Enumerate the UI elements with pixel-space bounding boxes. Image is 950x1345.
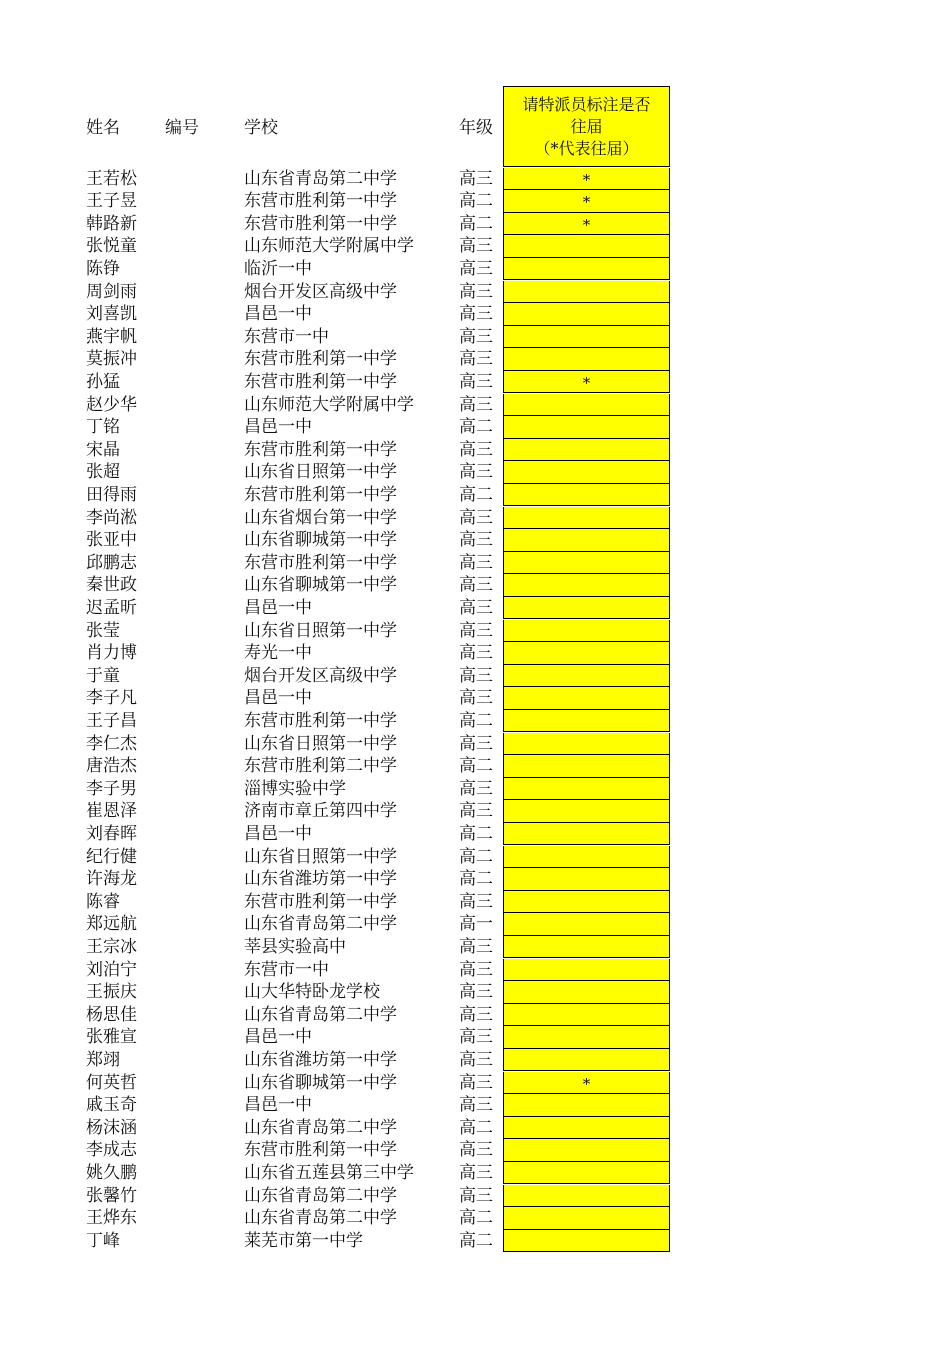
table-row (0, 416, 950, 439)
table-row (0, 213, 950, 236)
grade-level: 高三 (459, 688, 493, 709)
grade-level: 高三 (459, 304, 493, 325)
previous-year-mark-cell[interactable] (503, 913, 670, 936)
student-name: 李子凡 (86, 688, 137, 709)
student-name: 王若松 (86, 168, 137, 189)
school-name: 昌邑一中 (244, 1095, 312, 1116)
school-name: 烟台开发区高级中学 (244, 281, 397, 302)
student-name: 迟孟昕 (86, 597, 137, 618)
school-name: 烟台开发区高级中学 (244, 665, 397, 686)
grade-level: 高三 (459, 597, 493, 618)
student-name: 孙猛 (86, 371, 120, 392)
table-row (0, 936, 950, 959)
table-row (0, 348, 950, 371)
student-name: 纪行健 (86, 846, 137, 867)
school-name: 东营市胜利第一中学 (244, 439, 397, 460)
student-name: 郑翊 (86, 1049, 120, 1070)
student-name: 张馨竹 (86, 1185, 137, 1206)
school-name: 东营市胜利第一中学 (244, 191, 397, 212)
previous-year-mark-cell[interactable] (503, 891, 670, 914)
table-row (0, 913, 950, 936)
previous-year-mark-cell[interactable] (503, 733, 670, 756)
table-row (0, 733, 950, 756)
grade-level: 高三 (459, 643, 493, 664)
student-name: 张超 (86, 462, 120, 483)
student-name: 张悦童 (86, 236, 137, 257)
grade-level: 高二 (459, 1230, 493, 1251)
student-name: 李尚淞 (86, 507, 137, 528)
grade-level: 高三 (459, 1049, 493, 1070)
previous-year-mark-cell[interactable] (503, 687, 670, 710)
previous-year-mark-cell[interactable] (503, 303, 670, 326)
previous-year-mark-cell[interactable] (503, 755, 670, 778)
previous-year-mark-cell[interactable] (503, 1162, 670, 1185)
school-name: 山东省青岛第二中学 (244, 1208, 397, 1229)
grade-level: 高三 (459, 236, 493, 257)
school-name: 昌邑一中 (244, 417, 312, 438)
grade-level: 高二 (459, 869, 493, 890)
table-row (0, 1207, 950, 1230)
grade-level: 高三 (459, 394, 493, 415)
student-name: 张莹 (86, 620, 120, 641)
school-name: 昌邑一中 (244, 823, 312, 844)
table-row (0, 1139, 950, 1162)
grade-level: 高二 (459, 191, 493, 212)
table-row (0, 891, 950, 914)
previous-year-mark-cell[interactable] (503, 1004, 670, 1027)
table-row (0, 303, 950, 326)
grade-level: 高三 (459, 507, 493, 528)
grade-level: 高三 (459, 1072, 493, 1093)
grade-level: 高三 (459, 665, 493, 686)
table-row (0, 1072, 950, 1095)
table-row (0, 1094, 950, 1117)
previous-year-mark-cell[interactable]: * (503, 371, 670, 394)
note-line-2: 往届 (570, 116, 603, 136)
student-name: 杨沫涵 (86, 1117, 137, 1138)
previous-year-mark-cell[interactable] (503, 529, 670, 552)
previous-year-mark-cell[interactable] (503, 461, 670, 484)
school-name: 山东省五莲县第三中学 (244, 1162, 414, 1183)
student-name: 许海龙 (86, 869, 137, 890)
table-row (0, 1162, 950, 1185)
school-name: 东营市一中 (244, 959, 329, 980)
student-name: 王子昱 (86, 191, 137, 212)
student-name: 王宗冰 (86, 936, 137, 957)
note-line-1: 请特派员标注是否 (522, 94, 651, 114)
student-name: 何英哲 (86, 1072, 137, 1093)
table-row (0, 981, 950, 1004)
previous-year-mark-cell[interactable] (503, 1230, 670, 1253)
previous-year-mark-cell[interactable] (503, 1117, 670, 1140)
grade-level: 高二 (459, 484, 493, 505)
grade-level: 高三 (459, 891, 493, 912)
school-name: 昌邑一中 (244, 597, 312, 618)
previous-year-mark-cell[interactable] (503, 1049, 670, 1072)
previous-year-mark-cell[interactable] (503, 552, 670, 575)
school-name: 山东省青岛第二中学 (244, 1185, 397, 1206)
grade-level: 高二 (459, 417, 493, 438)
school-name: 山东省聊城第一中学 (244, 1072, 397, 1093)
table-row (0, 868, 950, 891)
table-row (0, 823, 950, 846)
student-name: 赵少华 (86, 394, 137, 415)
school-name: 山大华特卧龙学校 (244, 982, 380, 1003)
student-name: 李子男 (86, 778, 137, 799)
student-name: 张亚中 (86, 530, 137, 551)
previous-year-mark-cell[interactable] (503, 416, 670, 439)
school-name: 山东省青岛第二中学 (244, 1004, 397, 1025)
grade-level: 高三 (459, 801, 493, 822)
previous-year-mark-cell[interactable] (503, 574, 670, 597)
header-school: 学校 (244, 118, 278, 138)
student-name: 莫振冲 (86, 349, 137, 370)
table-row (0, 597, 950, 620)
previous-year-mark-cell[interactable]: * (503, 190, 670, 213)
grade-level: 高三 (459, 936, 493, 957)
table-row (0, 710, 950, 733)
table-row (0, 529, 950, 552)
student-name: 肖力博 (86, 643, 137, 664)
school-name: 昌邑一中 (244, 304, 312, 325)
school-name: 东营市胜利第二中学 (244, 756, 397, 777)
previous-year-mark-cell[interactable] (503, 1207, 670, 1230)
grade-level: 高三 (459, 733, 493, 754)
previous-year-mark-cell[interactable] (503, 800, 670, 823)
table-row (0, 959, 950, 982)
previous-year-mark-cell[interactable] (503, 394, 670, 417)
table-row (0, 281, 950, 304)
previous-year-mark-cell[interactable]: * (503, 1072, 670, 1095)
table-row (0, 507, 950, 530)
student-name: 陈铮 (86, 258, 120, 279)
school-name: 东营市胜利第一中学 (244, 891, 397, 912)
header-previous-year-note (503, 86, 670, 167)
school-name: 寿光一中 (244, 643, 312, 664)
student-name: 邱鹏志 (86, 552, 137, 573)
grade-level: 高三 (459, 1162, 493, 1183)
previous-year-mark-cell[interactable] (503, 1139, 670, 1162)
previous-year-mark-cell[interactable]: * (503, 213, 670, 236)
school-name: 山东省潍坊第一中学 (244, 1049, 397, 1070)
grade-level: 高三 (459, 258, 493, 279)
previous-year-mark-cell[interactable] (503, 642, 670, 665)
table-row (0, 461, 950, 484)
student-name: 于童 (86, 665, 120, 686)
header-id: 编号 (165, 118, 199, 138)
table-row (0, 258, 950, 281)
grade-level: 高二 (459, 756, 493, 777)
grade-level: 高三 (459, 1185, 493, 1206)
school-name: 山东省聊城第一中学 (244, 530, 397, 551)
student-name: 唐浩杰 (86, 756, 137, 777)
school-name: 莱芜市第一中学 (244, 1230, 363, 1251)
grade-level: 高三 (459, 1027, 493, 1048)
school-name: 济南市章丘第四中学 (244, 801, 397, 822)
student-name: 宋晶 (86, 439, 120, 460)
grade-level: 高三 (459, 982, 493, 1003)
previous-year-mark-cell[interactable] (503, 258, 670, 281)
school-name: 山东师范大学附属中学 (244, 236, 414, 257)
school-name: 东营市一中 (244, 326, 329, 347)
grade-level: 高二 (459, 213, 493, 234)
student-name: 李成志 (86, 1140, 137, 1161)
grade-level: 高三 (459, 326, 493, 347)
grade-level: 高三 (459, 1095, 493, 1116)
school-name: 昌邑一中 (244, 688, 312, 709)
school-name: 东营市胜利第一中学 (244, 371, 397, 392)
grade-level: 高一 (459, 914, 493, 935)
grade-level: 高二 (459, 710, 493, 731)
table-row (0, 439, 950, 462)
student-name: 周剑雨 (86, 281, 137, 302)
student-name: 田得雨 (86, 484, 137, 505)
grade-level: 高二 (459, 1208, 493, 1229)
note-line-3: （*代表往届） (534, 138, 639, 158)
school-name: 东营市胜利第一中学 (244, 213, 397, 234)
previous-year-mark-cell[interactable] (503, 326, 670, 349)
school-name: 东营市胜利第一中学 (244, 1140, 397, 1161)
table-row (0, 1185, 950, 1208)
school-name: 淄博实验中学 (244, 778, 346, 799)
table-row (0, 642, 950, 665)
school-name: 临沂一中 (244, 258, 312, 279)
previous-year-mark-cell[interactable] (503, 868, 670, 891)
table-row (0, 778, 950, 801)
school-name: 山东省日照第一中学 (244, 846, 397, 867)
table-row (0, 574, 950, 597)
school-name: 山东省日照第一中学 (244, 733, 397, 754)
student-name: 秦世政 (86, 575, 137, 596)
table-row (0, 755, 950, 778)
school-name: 山东师范大学附属中学 (244, 394, 414, 415)
table-row (0, 665, 950, 688)
grade-level: 高二 (459, 823, 493, 844)
school-name: 山东省潍坊第一中学 (244, 869, 397, 890)
school-name: 山东省青岛第二中学 (244, 914, 397, 935)
school-name: 东营市胜利第一中学 (244, 710, 397, 731)
table-row (0, 168, 950, 191)
grade-level: 高三 (459, 281, 493, 302)
table-row (0, 1026, 950, 1049)
grade-level: 高三 (459, 462, 493, 483)
header-name: 姓名 (86, 118, 120, 138)
school-name: 昌邑一中 (244, 1027, 312, 1048)
previous-year-mark-cell[interactable] (503, 778, 670, 801)
student-name: 杨思佳 (86, 1004, 137, 1025)
grade-level: 高三 (459, 778, 493, 799)
student-name: 戚玉奇 (86, 1095, 137, 1116)
previous-year-mark-cell[interactable] (503, 823, 670, 846)
student-name: 王烨东 (86, 1208, 137, 1229)
student-name: 郑远航 (86, 914, 137, 935)
previous-year-mark-cell[interactable] (503, 710, 670, 733)
student-name: 燕宇帆 (86, 326, 137, 347)
grade-level: 高二 (459, 846, 493, 867)
previous-year-mark-cell[interactable] (503, 1026, 670, 1049)
previous-year-mark-cell[interactable] (503, 1094, 670, 1117)
table-row (0, 1230, 950, 1253)
school-name: 山东省聊城第一中学 (244, 575, 397, 596)
previous-year-mark-cell[interactable] (503, 484, 670, 507)
previous-year-mark-cell[interactable] (503, 936, 670, 959)
grade-level: 高三 (459, 1140, 493, 1161)
grade-level: 高三 (459, 620, 493, 641)
student-name: 丁峰 (86, 1230, 120, 1251)
grade-level: 高三 (459, 168, 493, 189)
student-name: 张雅宣 (86, 1027, 137, 1048)
grade-level: 高三 (459, 371, 493, 392)
table-row (0, 800, 950, 823)
student-name: 刘泊宁 (86, 959, 137, 980)
school-name: 山东省日照第一中学 (244, 620, 397, 641)
previous-year-mark-cell[interactable] (503, 665, 670, 688)
student-name: 李仁杰 (86, 733, 137, 754)
previous-year-mark-cell[interactable] (503, 439, 670, 462)
grade-level: 高三 (459, 575, 493, 596)
student-name: 崔恩泽 (86, 801, 137, 822)
table-row (0, 1004, 950, 1027)
table-row (0, 371, 950, 394)
school-name: 莘县实验高中 (244, 936, 346, 957)
table-row (0, 620, 950, 643)
table-row (0, 190, 950, 213)
student-name: 姚久鹏 (86, 1162, 137, 1183)
previous-year-mark-cell[interactable] (503, 597, 670, 620)
previous-year-mark-cell[interactable] (503, 507, 670, 530)
table-row (0, 846, 950, 869)
previous-year-mark-cell[interactable] (503, 281, 670, 304)
school-name: 山东省日照第一中学 (244, 462, 397, 483)
table-row (0, 394, 950, 417)
table-row (0, 1049, 950, 1072)
table-row (0, 552, 950, 575)
student-name: 陈睿 (86, 891, 120, 912)
student-name: 韩路新 (86, 213, 137, 234)
table-row (0, 326, 950, 349)
grade-level: 高三 (459, 552, 493, 573)
previous-year-mark-cell[interactable] (503, 981, 670, 1004)
student-name: 王振庆 (86, 982, 137, 1003)
table-row (0, 1117, 950, 1140)
previous-year-mark-cell[interactable] (503, 620, 670, 643)
school-name: 东营市胜利第一中学 (244, 349, 397, 370)
grade-level: 高二 (459, 1117, 493, 1138)
previous-year-mark-cell[interactable] (503, 1185, 670, 1208)
school-name: 山东省青岛第二中学 (244, 168, 397, 189)
school-name: 东营市胜利第一中学 (244, 552, 397, 573)
table-row (0, 484, 950, 507)
table-row (0, 235, 950, 258)
student-name: 丁铭 (86, 417, 120, 438)
table-row (0, 687, 950, 710)
grade-level: 高三 (459, 1004, 493, 1025)
school-name: 山东省烟台第一中学 (244, 507, 397, 528)
previous-year-mark-cell[interactable] (503, 235, 670, 258)
grade-level: 高三 (459, 439, 493, 460)
student-name: 刘春晖 (86, 823, 137, 844)
grade-level: 高三 (459, 349, 493, 370)
grade-level: 高三 (459, 959, 493, 980)
previous-year-mark-cell[interactable] (503, 846, 670, 869)
previous-year-mark-cell[interactable] (503, 348, 670, 371)
grade-level: 高三 (459, 530, 493, 551)
student-name: 王子昌 (86, 710, 137, 731)
school-name: 东营市胜利第一中学 (244, 484, 397, 505)
school-name: 山东省青岛第二中学 (244, 1117, 397, 1138)
previous-year-mark-cell[interactable]: * (503, 168, 670, 191)
student-name: 刘喜凯 (86, 304, 137, 325)
header-grade: 年级 (459, 118, 493, 138)
previous-year-mark-cell[interactable] (503, 959, 670, 982)
